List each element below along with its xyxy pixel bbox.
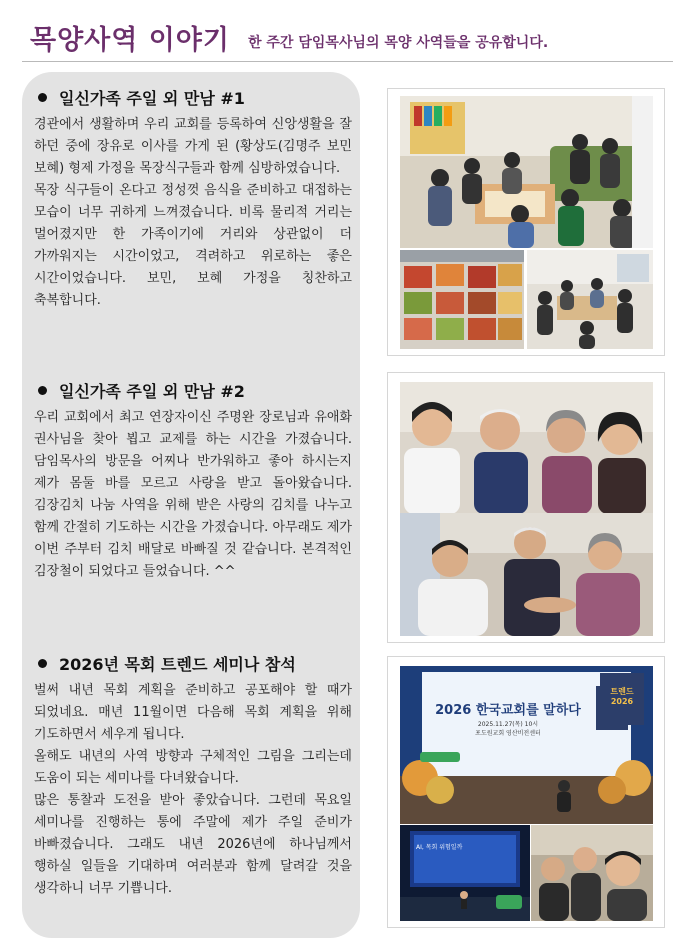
book-cover <box>600 673 644 725</box>
section-title: 일신가족 주일 외 만남 #1 <box>59 89 245 108</box>
section-title: 일신가족 주일 외 만남 #2 <box>59 382 245 401</box>
prayer-photo <box>400 513 653 636</box>
section-paragraph: 벌써 내년 목회 계획을 준비하고 공포해야 할 때가 되었네요. 매년 11월이면 다음해 목회 계획을 위해 기도하면서 세우게 됩니다. <box>34 683 352 742</box>
section-paragraph: 많은 통찰과 도전을 받아 좋았습니다. 그런데 목요일 세미나를 진행하는 통에 주말에 제가 주일 준비가 바빠졌습니다. 그래도 내년 2026년에 하나님께서 행하실 일들을 기대하며 여러분과 함께 달려갈 것을 생각하니 너무 기쁩니다. <box>34 793 352 896</box>
section-paragraph: 올해도 내년의 사역 방향과 구체적인 그림을 그리는데 도움이 되는 세미나를 다녀왔습니다. <box>34 749 352 786</box>
seminar-hall-photo <box>400 825 530 921</box>
bullet-icon <box>38 93 47 102</box>
section-seminar <box>34 652 352 900</box>
seminar-venue: 포도원교회 영산비전센터 <box>475 730 541 737</box>
page-subtitle: 한 주간 담임목사님의 목양 사역들을 공유합니다. <box>248 35 549 51</box>
room-group-photo <box>527 250 653 349</box>
photo-group-2 <box>387 372 665 643</box>
page-header <box>30 14 670 62</box>
section-paragraph: 목장 식구들이 온다고 정성껏 음식을 준비하고 대접하는 모습이 너무 귀하게 느껴졌습니다. 비록 물리적 거리는 멀어졌지만 한 가족이기에 거리와 상관없이 더 가까워지는 시간이었고, 격려하고 위로하는 좋은 시간이었습니다. 보민, 보혜 가정을 칭찬하고 축복합니다. <box>34 183 352 308</box>
section-paragraph: 우리 교회에서 최고 연장자이신 주명완 장로님과 유애화 권사님을 찾아 뵙고 교제를 하는 시간을 가졌습니다. 담임목사의 방문을 어찌나 반가워하고 좋아 하시는지 제가 몸둘 바를 모르고 사랑을 받고 돌아왔습니다. 김장김치 나눔 사역을 위해 받은 사랑의 김치를 나누고 함께 간절히 기도하는 시간을 가졌습니다. 아무래도 제가 이번 주부터 김치 배달로 바빠질 것 같습니다. 본격적인 김장철이 되었다고 들었습니다. ^^ <box>34 410 352 579</box>
bullet-icon <box>38 659 47 668</box>
section-visit-2 <box>34 379 352 583</box>
attendees-selfie-photo <box>531 825 653 921</box>
photo-group-1 <box>387 88 665 356</box>
photo-group-3 <box>387 656 665 928</box>
bullet-icon <box>38 386 47 395</box>
header-divider <box>22 61 673 62</box>
section-visit-1 <box>34 86 352 312</box>
screen-label: AI, 목회 위험일까 <box>416 844 463 851</box>
elders-selfie-photo <box>400 382 653 514</box>
seminar-date: 2025.11.27(목) 10시 <box>477 721 539 728</box>
book-title: 트렌드 2026 <box>610 687 634 706</box>
page-title: 목양사역 이야기 <box>30 25 230 56</box>
section-title: 2026년 목회 트렌드 세미나 참석 <box>59 655 296 674</box>
seminar-heading: 2026 한국교회를 말하다 <box>435 703 581 718</box>
food-trays-photo <box>400 250 524 349</box>
section-paragraph: 경관에서 생활하며 우리 교회를 등록하여 신앙생활을 잘 하던 중에 장유로 이사를 가게 된 (황상도(김명주 보민 보혜) 형제 가정을 목장식구들과 함께 심방하였습니다. <box>34 117 352 176</box>
living-room-gathering-photo <box>400 96 653 248</box>
